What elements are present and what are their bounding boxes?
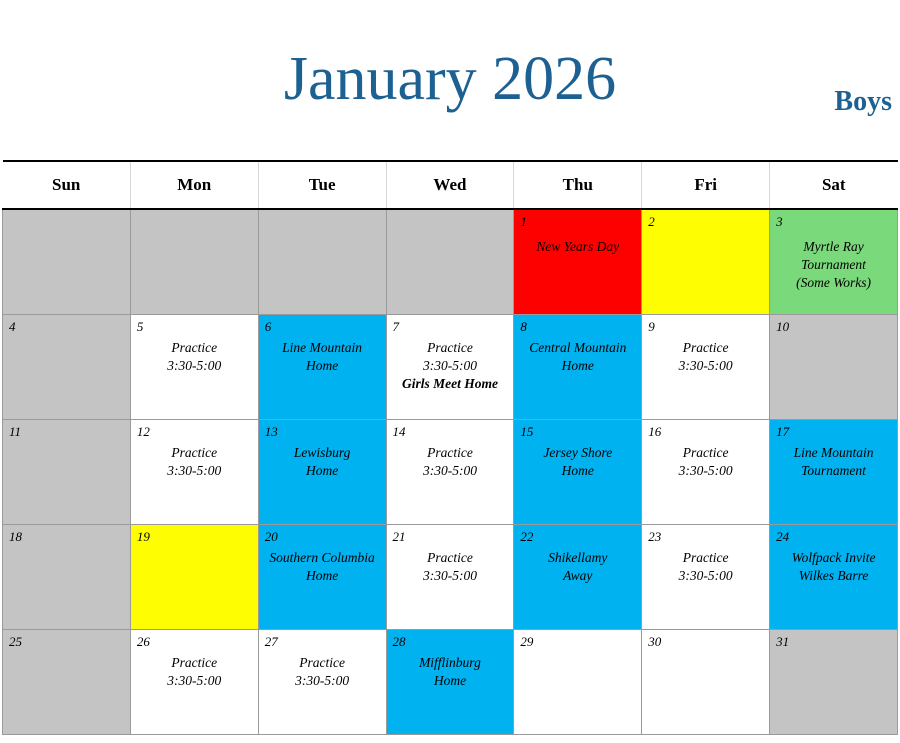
day-events [642,543,769,585]
day-events [770,228,897,291]
event-line: 3:30-5:00 [678,462,733,478]
day-number [387,210,514,215]
day-events [514,333,641,375]
calendar-day-cell[interactable] [258,209,386,315]
day-number: 21 [392,529,406,544]
day-number: 11 [9,424,22,439]
event-line: Line Mountain [793,445,874,460]
calendar-day-cell[interactable] [258,525,386,630]
day-events [131,438,258,480]
calendar-day-cell[interactable] [642,315,770,420]
day-number: 17 [776,424,790,439]
calendar-day-cell[interactable] [642,630,770,735]
calendar-week-row [3,420,898,525]
calendar-day-cell[interactable] [770,315,898,420]
day-events [770,438,897,480]
weekday-header-thu: Thu [514,161,642,209]
day-number: 30 [648,634,662,649]
calendar-day-cell[interactable] [386,630,514,735]
event-line: Myrtle Ray [803,239,864,254]
event-line: Home [561,462,594,478]
day-number: 4 [9,319,16,334]
event-line: Away [563,567,593,583]
event-line: Home [305,567,339,583]
day-number: 9 [648,319,655,334]
event-line: Wilkes Barre [798,567,869,583]
calendar-day-cell[interactable] [3,209,131,315]
calendar-day-cell[interactable] [3,315,131,420]
day-number: 13 [264,424,278,439]
day-number: 26 [136,634,150,649]
day-events [387,543,514,585]
day-number: 2 [648,214,655,229]
weekday-header-row [3,161,898,209]
event-line: 3:30-5:00 [167,462,222,478]
calendar-day-cell[interactable] [130,209,258,315]
day-number: 14 [392,424,406,439]
weekday-header-mon: Mon [130,161,258,209]
calendar-day-cell[interactable] [130,525,258,630]
event-line: Practice [171,340,218,355]
day-number: 20 [264,529,278,544]
event-line: Shikellamy [548,550,608,565]
event-line: Practice [427,550,473,565]
calendar-day-cell[interactable] [386,209,514,315]
day-number: 16 [648,424,662,439]
calendar-day-cell[interactable] [514,630,642,735]
calendar-day-cell[interactable] [258,420,386,525]
day-number: 25 [9,634,22,649]
day-number: 12 [136,424,150,439]
day-events [642,333,769,375]
calendar-day-cell[interactable] [258,315,386,420]
event-line: Practice [682,445,729,460]
calendar-day-cell[interactable] [386,315,514,420]
day-events [131,648,258,690]
day-number: 27 [264,634,278,649]
day-number: 15 [520,424,534,439]
event-line: Mifflinburg [419,655,481,670]
day-events [387,333,514,392]
calendar-day-cell[interactable] [514,525,642,630]
event-line: 3:30-5:00 [678,567,733,583]
event-line: Home [305,462,339,478]
event-line: 3:30-5:00 [422,462,477,478]
event-line: Jersey Shore [543,445,613,460]
calendar-day-cell[interactable] [514,420,642,525]
calendar-body [3,209,898,735]
day-number: 5 [136,319,144,334]
event-line: Wolfpack Invite [791,550,876,565]
day-events [259,333,386,375]
day-number: 6 [264,319,272,334]
calendar-day-cell[interactable] [3,630,131,735]
day-number: 10 [776,319,790,334]
event-line: Practice [171,445,218,460]
calendar-day-cell[interactable] [642,525,770,630]
month-calendar [2,160,898,735]
day-number: 23 [648,529,662,544]
day-events [131,333,258,375]
weekday-header-sat: Sat [770,161,898,209]
calendar-day-cell[interactable] [130,315,258,420]
page-header [0,0,900,160]
day-number: 3 [776,214,783,229]
day-number: 8 [520,319,527,334]
calendar-day-cell[interactable] [514,315,642,420]
calendar-week-row [3,209,898,315]
calendar-day-cell[interactable] [3,420,131,525]
weekday-header-wed: Wed [386,161,514,209]
event-line: Lewisburg [293,445,351,460]
calendar-day-cell[interactable] [3,525,131,630]
day-number: 1 [520,214,527,229]
page-title: January 2026 [283,45,617,113]
day-number: 28 [392,634,406,649]
calendar-day-cell[interactable] [642,420,770,525]
event-line: Home [561,357,594,373]
day-number [3,210,130,215]
weekday-header-tue: Tue [258,161,386,209]
event-line: New Years Day [536,239,620,254]
day-events [642,438,769,480]
event-line: Girls Meet Home [401,375,498,391]
day-events [259,648,386,690]
event-line: Practice [299,655,345,670]
day-number: 24 [776,529,790,544]
event-line: (Some Works) [796,274,871,290]
calendar-day-cell[interactable] [770,209,898,315]
event-line: 3:30-5:00 [422,567,477,583]
day-events [514,543,641,585]
event-line: 3:30-5:00 [167,672,222,688]
calendar-week-row [3,315,898,420]
day-events [514,228,641,256]
event-line: Practice [171,655,218,670]
day-number: 22 [520,529,534,544]
calendar-day-cell[interactable] [770,420,898,525]
day-number: 19 [136,529,150,544]
day-number [131,210,258,215]
event-line: 3:30-5:00 [678,357,733,373]
event-line: Practice [427,445,473,460]
weekday-header-fri: Fri [642,161,770,209]
event-line: 3:30-5:00 [167,357,222,373]
event-line: Practice [427,340,473,355]
day-number: 18 [9,529,22,544]
day-events [259,543,386,585]
calendar-week-row [3,630,898,735]
day-events [514,438,641,480]
event-line: Home [305,357,339,373]
calendar-day-cell[interactable] [258,630,386,735]
calendar-day-cell[interactable] [770,630,898,735]
event-line: Practice [682,550,729,565]
day-number: 29 [520,634,534,649]
event-line: Line Mountain [282,340,363,355]
event-line: 3:30-5:00 [295,672,350,688]
day-events [259,438,386,480]
calendar-day-cell[interactable] [514,209,642,315]
day-number: 7 [392,319,400,334]
calendar-subtitle: Boys [834,86,892,117]
event-line: Southern Columbia [269,550,375,565]
calendar-day-cell[interactable] [386,420,514,525]
calendar-week-row [3,525,898,630]
event-line: Tournament [801,256,866,272]
day-events [770,543,897,585]
calendar-day-cell[interactable] [642,209,770,315]
event-line: Practice [682,340,729,355]
day-number: 31 [776,634,790,649]
weekday-header-sun: Sun [3,161,131,209]
day-events [387,438,514,480]
event-line: 3:30-5:00 [422,357,477,373]
event-line: Central Mountain [529,340,627,355]
calendar-day-cell[interactable] [386,525,514,630]
calendar-day-cell[interactable] [130,630,258,735]
calendar-day-cell[interactable] [770,525,898,630]
day-number [259,210,386,215]
event-line: Tournament [801,462,866,478]
day-events [387,648,514,690]
calendar-day-cell[interactable] [130,420,258,525]
event-line: Home [433,672,467,688]
